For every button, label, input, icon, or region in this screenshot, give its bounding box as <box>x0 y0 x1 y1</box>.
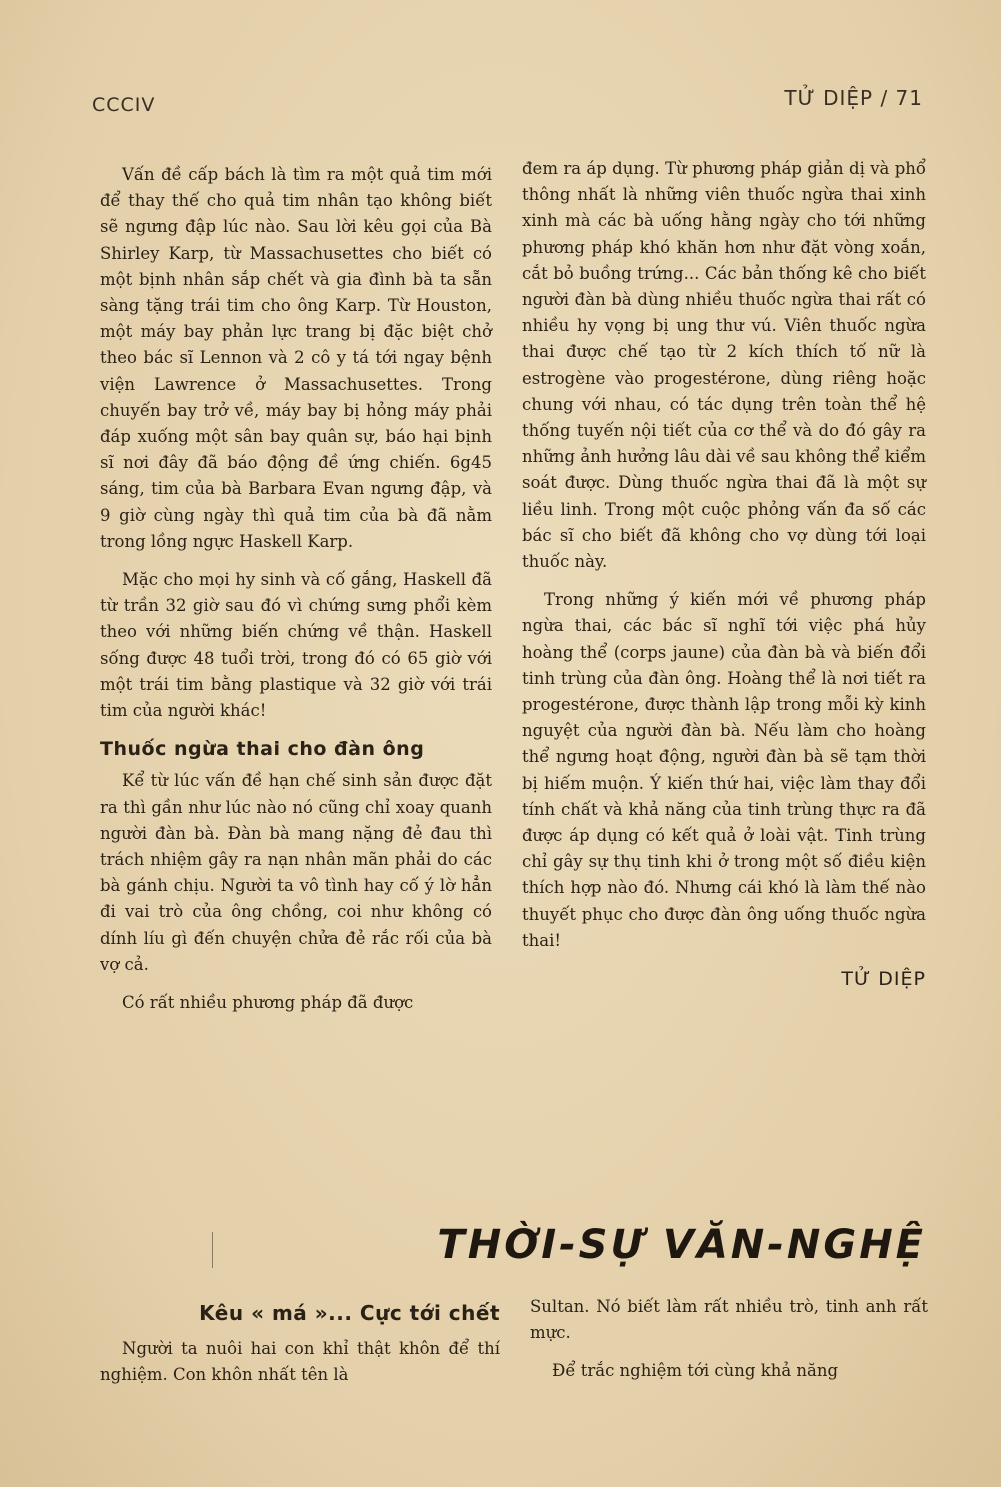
paragraph: Trong những ý kiến mới về phương pháp ngừa thai, các bác sĩ nghĩ tới việc phá hủy hoàng thể (corps jaune) của đàn bà và biến đổi tinh trùng của đàn ông. Hoàng thể là nơi tiết ra progestérone, được thành lập trong mỗi kỳ kinh nguyệt của người đàn bà. Nếu làm cho hoàng thể ngưng hoạt động, người đàn bà sẽ tạm thời bị hiếm muộn. Ý kiến thứ hai, việc làm thay đổi tính chất và khả năng của tinh trùng thực ra đã được áp dụng có kết quả ở loài vật. Tinh trùng chỉ gây sự thụ tinh khi ở trong một số điều kiện thích hợp nào đó. Nhưng cái khó là làm thế nào thuyết phục cho được đàn ông uống thuốc ngừa thai! <box>522 590 926 950</box>
author-signature: TỬ DIỆP <box>841 968 926 991</box>
article-column-left <box>100 162 492 1028</box>
section-title: THỜI-SỰ VĂN-NGHỆ <box>437 1222 926 1268</box>
paragraph: Vấn đề cấp bách là tìm ra một quả tim mới để thay thế cho quả tim nhân tạo không biết sẽ ngưng đập lúc nào. Sau lời kêu gọi của Bà Shirley Karp, từ Massachusettes cho biết có một bịnh nhân sắp chết và gia đình bà ta sẵn sàng tặng trái tim cho ông Karp. Từ Houston, một máy bay phản lực trang bị đặc biệt chở theo bác sĩ Lennon và 2 cô y tá tới ngay bệnh viện Lawrence ở Massachusettes. Trong chuyến bay trở về, máy bay bị hỏng máy phải đáp xuống một sân bay quân sự, báo hại bịnh sĩ nơi đây đã báo động đề ứng chiến. 6g45 sáng, tim của bà Barbara Evan ngưng đập, và 9 giờ cùng ngày thì quả tim của bà đã nằm trong lồng ngực Haskell Karp. <box>100 165 492 551</box>
section-subheading: Kêu « má »... Cực tới chết <box>199 1301 500 1325</box>
paragraph: Kể từ lúc vấn đề hạn chế sinh sản được đặt ra thì gần như lúc nào nó cũng chỉ xoay quanh người đàn bà. Đàn bà mang nặng đẻ đau thì trách nhiệm gây ra nạn nhân mãn phải do các bà gánh chịu. Người ta vô tình hay cố ý lờ hẳn đi vai trò của ông chồng, coi như không có dính líu gì đến chuyện chửa đẻ rắc rối của bà vợ cả. <box>100 771 492 974</box>
paragraph: Mặc cho mọi hy sinh và cố gắng, Haskell đã từ trần 32 giờ sau đó vì chứng sưng phổi kèm theo với những biến chứng về thận. Haskell sống được 48 tuổi trời, trong đó có 65 giờ với một trái tim bằng plastique và 32 giờ với trái tim của người khác! <box>100 570 492 721</box>
paragraph: Để trắc nghiệm tới cùng khả năng <box>552 1361 839 1381</box>
divider <box>212 1232 213 1268</box>
paragraph: Người ta nuôi hai con khỉ thật khôn để thí nghiệm. Con khôn nhất tên là <box>100 1339 500 1385</box>
paragraph: Sultan. Nó biết làm rất nhiều trò, tinh anh rất mực. <box>530 1297 928 1343</box>
paragraph: Có rất nhiều phương pháp đã được <box>122 993 414 1013</box>
article-subheading: Thuốc ngừa thai cho đàn ông <box>100 738 425 761</box>
author-page-number: TỬ DIỆP / 71 <box>784 86 923 110</box>
page-section-code: CCCIV <box>92 94 156 116</box>
section-column-left <box>100 1296 500 1401</box>
paragraph: đem ra áp dụng. Từ phương pháp giản dị và phổ thông nhất là những viên thuốc ngừa thai xinh xinh mà các bà uống hằng ngày cho tới những phương pháp khó khăn hơn như đặt vòng xoắn, cắt bỏ buồng trứng... Các bản thống kê cho biết người đàn bà dùng nhiều thuốc ngừa thai rất có nhiều hy vọng bị ung thư vú. Viên thuốc ngừa thai được chế tạo từ 2 kích thích tố nữ là estrogène vào progestérone, dùng riêng hoặc chung với nhau, có tác dụng trên toàn thể hệ thống tuyến nội tiết của cơ thể và do đó gây ra những ảnh hưởng lâu dài về sau không thể kiểm soát được. Dùng thuốc ngừa thai đã là một sự liều linh. Trong một cuộc phỏng vấn đa số các bác sĩ cho biết đã không cho vợ dùng tới loại thuốc này. <box>522 159 926 572</box>
section-column-right <box>530 1294 928 1397</box>
article-column-right <box>522 156 926 992</box>
